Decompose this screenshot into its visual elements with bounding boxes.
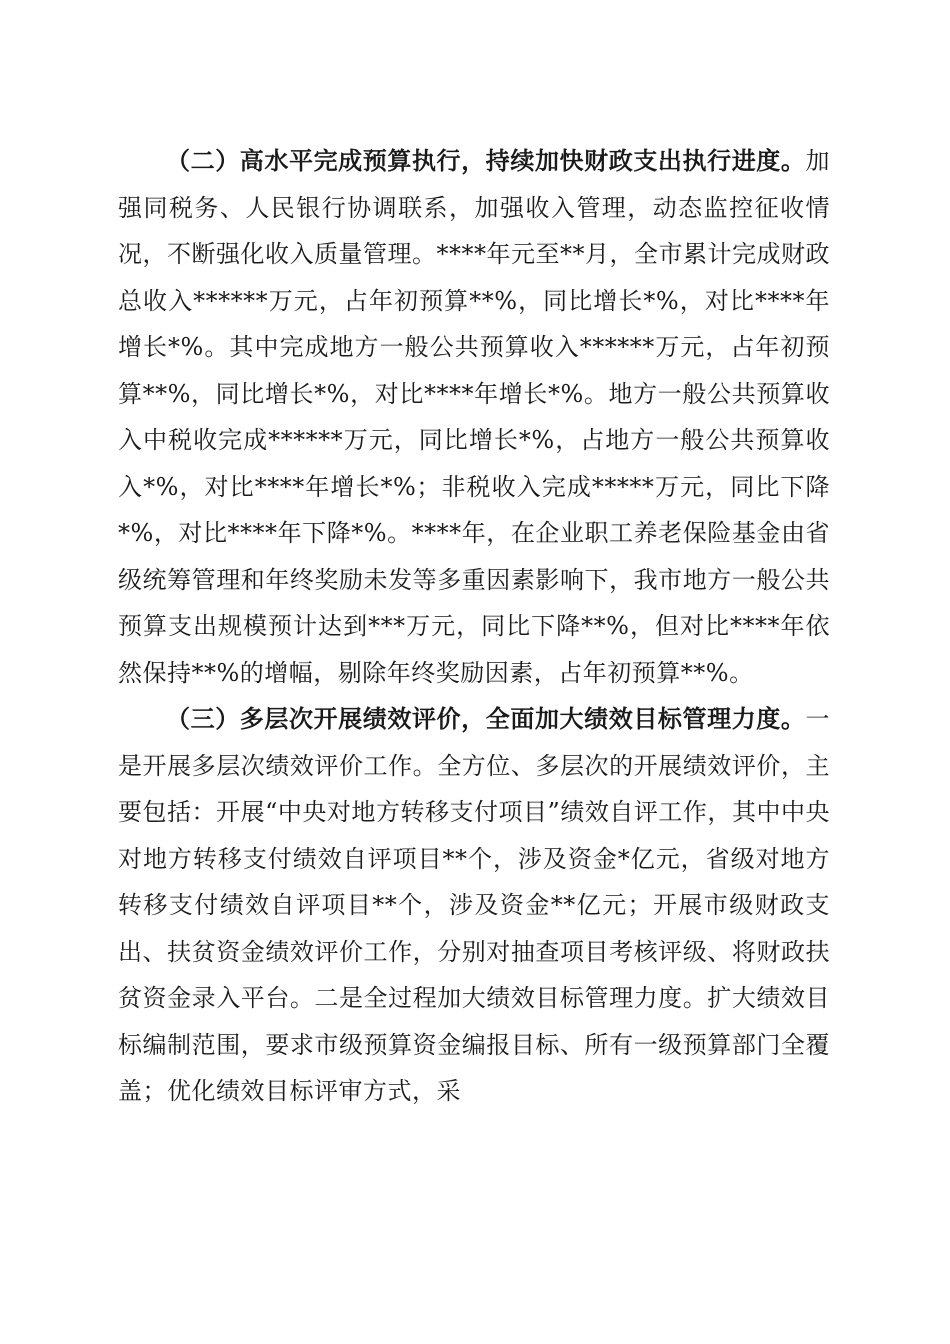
section-2-body: 加强同税务、人民银行协调联系，加强收入管理，动态监控征收情况，不断强化收入质量管理。****年元至**月，全市累计完成财政总收入******万元，占年初预算**%，同比增长*%，对比****年增长*%。其中完成地方一般公共预算收入******万元，占年初预算**%，同比增长*%，对比****年增长*%。地方一般公共预算收入中税收完成******万元，同比增长*%，占地方一般公共预算收入*%，对比****年增长*%；非税收入完成*****万元，同比下降*%，对比****年下降*%。****年，在企业职工养老保险基金由省级统筹管理和年终奖励未发等多重因素影响下，我市地方一般公共预算支出规模预计达到***万元，同比下降**%，但对比****年依然保持**%的增幅，剔除年终奖励因素，占年初预算**%。 xyxy=(118,147,830,687)
section-3-heading: （三）多层次开展绩效评价，全面加大绩效目标管理力度。 xyxy=(166,704,806,733)
section-3-body: 一是开展多层次绩效评价工作。全方位、多层次的开展绩效评价，主要包括：开展“中央对地方转移支付项目”绩效自评工作，其中中央对地方转移支付绩效自评项目**个，涉及资金*亿元，省级对地方转移支付绩效自评项目**个，涉及资金**亿元；开展市级财政支出、扶贫资金绩效评价工作，分别对抽查项目考核评级、将财政扶贫资金录入平台。二是全过程加大绩效目标管理力度。扩大绩效目标编制范围，要求市级预算资金编报目标、所有一级预算部门全覆盖；优化绩效目标评审方式，采 xyxy=(118,705,830,1105)
section-2-paragraph xyxy=(118,138,830,696)
section-3-paragraph xyxy=(118,696,830,1115)
section-2-heading: （二）高水平完成预算执行，持续加快财政支出执行进度。 xyxy=(166,146,806,175)
document-body xyxy=(118,138,830,1115)
